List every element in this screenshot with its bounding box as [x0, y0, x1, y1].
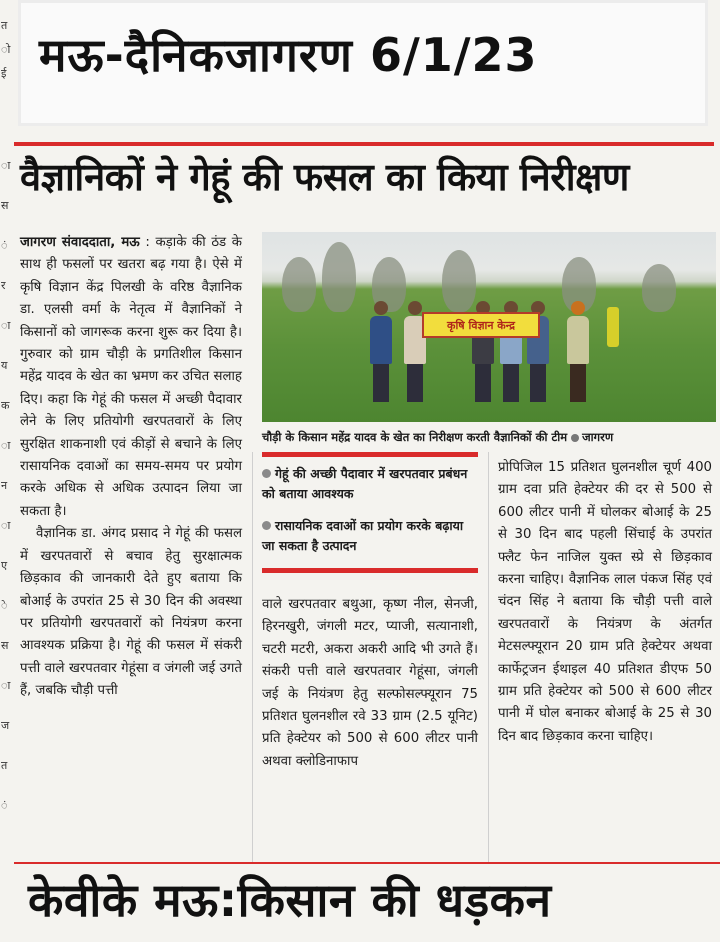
footer-title: केवीके मऊ:किसान की धड़कन [28, 873, 552, 927]
article-headline: वैज्ञानिकों ने गेहूं की फसल का किया निरीक्षण [20, 155, 629, 199]
kvk-banner: कृषि विज्ञान केन्द्र [422, 312, 540, 338]
photo-caption [262, 430, 613, 445]
byline: जागरण संवाददाता, मऊ [20, 235, 140, 250]
photo-credit: जागरण [582, 430, 614, 444]
column-divider [252, 452, 253, 862]
adjacent-column-fragment: त ो ई ा स ं र ा य क ा न ा ए े स ा ज त ं [1, 19, 11, 812]
sprayer-tank [607, 307, 619, 347]
article-column-1 [20, 232, 242, 703]
column-1-intro: : कड़ाके की ठंड के साथ ही फसलों पर खतरा बढ़ गया है। ऐसे में कृषि विज्ञान केंद्र पिलखी के वरिष्ठ वैज्ञानिक डा. एलसी वर्मा के नेतृत्व में वैज्ञानिकों ने किसानों को जागरूक करना शुरू कर दिया है। गुरुवार को ग्राम चौड़ी के प्रगतिशील किसान महेंद्र यादव के खेत का भ्रमण कर उचित सलाह दिए। कहा कि गेहूं की फसल में अच्छी पैदावार लेने के लिए प्रतियोगी खरपतवारों के लिए सुरक्षित शाकनाशी एवं कीड़ों से बचाने के लिए रासायनिक दवाओं का समय-समय पर प्रयोग करके अधिक से अधिक उत्पादन लिया जा सकता है। [20, 235, 242, 519]
top-divider [14, 142, 714, 146]
bullet-icon [571, 434, 579, 442]
highlight-item: गेहूं की अच्छी पैदावार में खरपतवार प्रबंधन को बताया आवश्यक [262, 466, 468, 501]
masthead [18, 0, 708, 126]
article-column-2: वाले खरपतवार बथुआ, कृष्ण नील, सेनजी, हिरनखुरी, जंगली मटर, प्याजी, सत्यानाशी, चटरी मटरी, अकरा अकरी आदि भी उगते हैं। संकरी पत्ती वाले खरपतवार गेहूंसा, जंगली जई के नियंत्रण हेतु सल्फोसल्फ्यूरान 75 प्रतिशत घुलनशील रवे 33 ग्राम (2.5 यूनिट) प्रति हेक्टेयर को 500 से 600 लीटर पानी अथवा क्लोडिनाफाप [262, 597, 478, 769]
bullet-icon [262, 521, 271, 530]
highlights-bottom-rule [262, 568, 478, 573]
masthead-title: मऊ-दैनिकजागरण 6/1/23 [39, 28, 538, 82]
highlights-top-rule [262, 452, 478, 457]
field-photo [262, 232, 716, 422]
article-column-3: प्रोपिजिल 15 प्रतिशत घुलनशील चूर्ण 400 ग्राम दवा प्रति हेक्टेयर की दर से 500 से 600 लीटर पानी में घोलकर बोआई के 25 से 30 दिन बाद पहली सिंचाई के उपरांत फ्लैट फेन नाजिल युक्त स्प्रे से छिड़काव करना चाहिए। वैज्ञानिक लाल पंकज सिंह एवं चंदन सिंह ने बताया कि चौड़ी पत्ती वाले खरपतवारों के नियंत्रण के अंतर्गत मेटसल्फ्यूरान 20 ग्राम प्रति हेक्टेयर अथवा कार्फेट्रजन ईथाइल 40 प्रतिशत डीएफ 50 ग्राम प्रति हेक्टेयर को 500 से 600 लीटर पानी में घोल बनाकर बोआई के 25 से 30 दिन बाद छिड़काव करना चाहिए। [498, 460, 712, 744]
column-divider [488, 452, 489, 862]
photo-caption-text: चौड़ी के किसान महेंद्र यादव के खेत का निरीक्षण करती वैज्ञानिकों की टीम [262, 430, 568, 444]
bottom-divider [14, 862, 720, 864]
bullet-icon [262, 469, 271, 478]
highlights-box [262, 452, 478, 578]
highlight-item: रासायनिक दवाओं का प्रयोग करके बढ़ाया जा सकता है उत्पादन [262, 518, 464, 553]
column-1-paragraph-2: वैज्ञानिक डा. अंगद प्रसाद ने गेहूं की फसल में खरपतवारों से बचाव हेतु सुरक्षात्मक छिड़काव की जानकारी देते हुए बताया कि बोआई के उपरांत 25 से 30 दिन की अवस्था पर प्रतियोगी खरपतवारों को नियंत्रण करना आवश्यक प्रक्रिया है। गेहूं की फसल में संकरी पत्ती वाले खरपतवार गेहूंसा व जंगली जई उगते हैं, जबकि चौड़ी पत्ती [20, 526, 242, 699]
